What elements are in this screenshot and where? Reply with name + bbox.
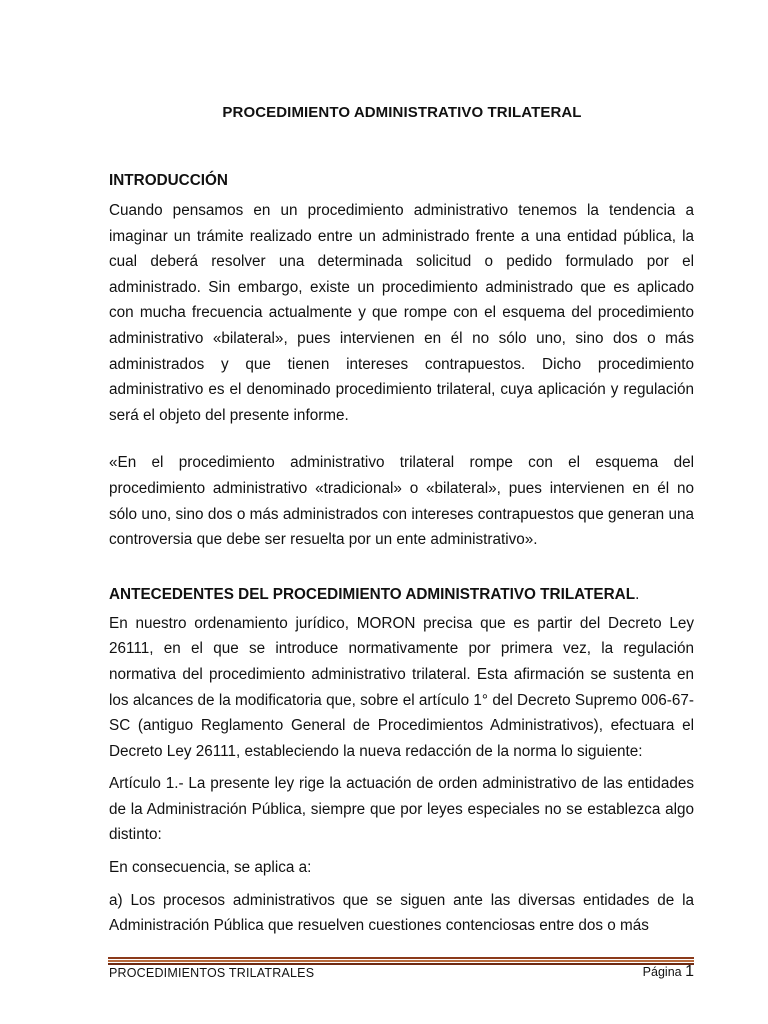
paragraph-item-a: a) Los procesos administrativos que se siguen ante las diversas entidades de la Administración Pública que resuelven cuestiones contenciosas entre dos o más [109,891,694,935]
section-heading-antecedentes [109,586,694,604]
paragraph-quote: «En el procedimiento administrativo trilateral rompe con el esquema del procedimiento administrativo «tradicional» o «bilateral», pues intervienen en él no sólo uno, sino dos o más administrados con intereses contrapuestos que generan una controversia que debe ser resuelta por un ente administrativo». [109,454,694,549]
footer-page-label: Página [642,965,682,979]
footer-page-number: 1 [685,963,694,980]
document-body [109,172,694,939]
paragraph-consecuencia: En consecuencia, se aplica a: [109,859,312,877]
paragraph-articulo: Artículo 1.- La presente ley rige la actuación de orden administrativo de las entidades de la Administración Pública, siempre que por leyes especiales no se establezca algo distinto: [109,775,694,844]
paragraph-antecedentes: En nuestro ordenamiento jurídico, MORON precisa que es partir del Decreto Ley 26111, en el que se introduce normativamente por primera vez, la regulación normativa del procedimiento administrativo trilateral. Esta afirmación se sustenta en los alcances de la modificatoria que, sobre el artículo 1° del Decreto Supremo 006-67-SC (antiguo Reglamento General de Procedimientos Administrativos), efectuara el Decreto Ley 26111, estableciendo la nueva redacción de la norma lo siguiente: [109,614,694,760]
footer-page-indicator [643,963,694,981]
footer-rule [108,957,694,965]
paragraph-introduccion: Cuando pensamos en un procedimiento administrativo tenemos la tendencia a imaginar un trámite realizado entre un administrado frente a una entidad pública, la cual deberá resolver una determinada solicitud o pedido formulado por el administrado. Sin embargo, existe un procedimiento administrado que es aplicado con mucha frecuencia actualmente y que rompe con el esquema del procedimiento administrativo «bilateral», pues intervienen en él no sólo uno, sino dos o más administrados y que tienen intereses contrapuestos. Dicho procedimiento administrativo es el denominado procedimiento trilateral, cuya aplicación y regulación será el objeto del presente informe. [109,202,694,424]
page-title: PROCEDIMIENTO ADMINISTRATIVO TRILATERAL [222,104,582,121]
section-heading-antecedentes-suffix: . [635,585,640,603]
footer-title: PROCEDIMIENTOS TRILATRALES [109,966,315,980]
section-heading-antecedentes-text: ANTECEDENTES DEL PROCEDIMIENTO ADMINISTRATIVO TRILATERAL [109,585,636,603]
section-heading-introduccion: INTRODUCCIÓN [109,172,228,189]
